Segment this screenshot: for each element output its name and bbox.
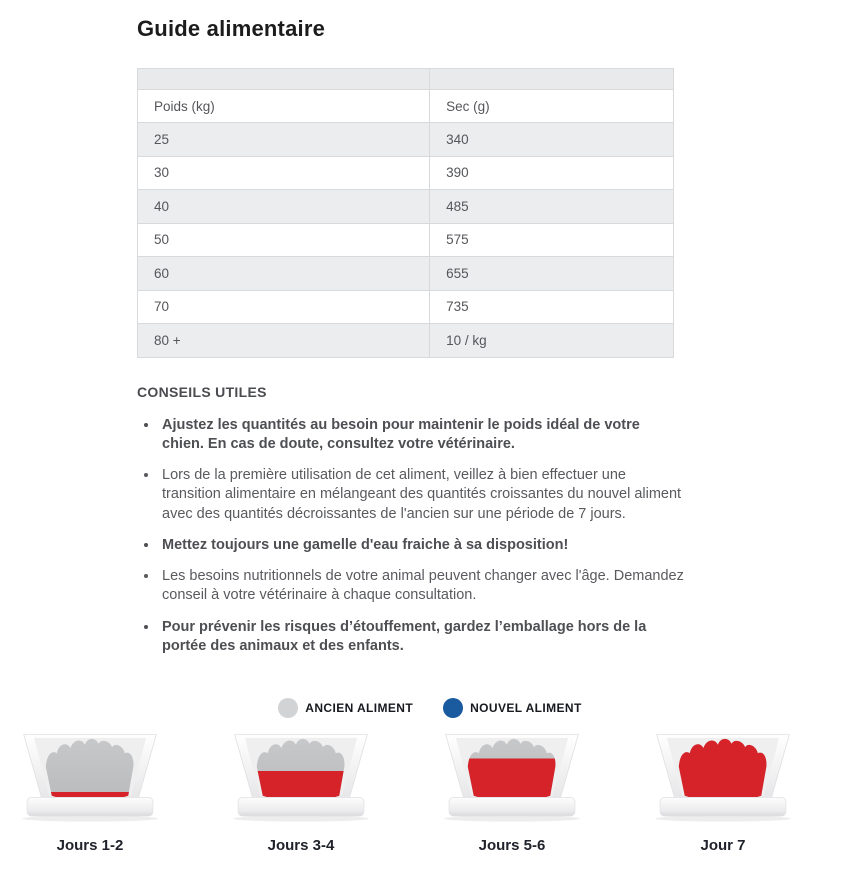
transition-stage xyxy=(5,726,175,854)
transition-stage xyxy=(216,726,386,854)
tip-item: • Pour prévenir les risques d’étouffement, gardez l’emballage hors de la portée des animaux et des enfants. xyxy=(159,618,685,657)
legend-label: NOUVEL ALIMENT xyxy=(470,701,582,716)
page-title: Guide alimentaire xyxy=(137,16,326,41)
bowl-graphic xyxy=(638,726,808,828)
bowl-shadow xyxy=(233,816,369,822)
table-cell: 735 xyxy=(430,290,674,324)
bowl-graphic xyxy=(216,726,386,828)
table-band-cell xyxy=(138,69,430,90)
table-cell: 50 xyxy=(138,223,430,257)
transition-bowls xyxy=(0,726,860,854)
bowl-base xyxy=(238,798,364,817)
bowl-base xyxy=(660,798,786,817)
table-cell: 390 xyxy=(430,156,674,190)
tips-heading: CONSEILS UTILES xyxy=(137,383,267,400)
legend-item-ancien-aliment xyxy=(278,698,413,718)
bowl-shadow xyxy=(444,816,580,822)
table-cell: 10 / kg xyxy=(430,324,674,358)
table-cell: 40 xyxy=(138,190,430,224)
table-cell: 485 xyxy=(430,190,674,224)
table-band-row xyxy=(138,69,674,90)
table-row xyxy=(138,223,674,257)
legend-label: ANCIEN ALIMENT xyxy=(305,701,414,716)
legend-item-nouvel-aliment xyxy=(443,698,582,718)
table-row xyxy=(138,190,674,224)
bowl-graphic xyxy=(5,726,175,828)
transition-legend xyxy=(0,698,860,718)
bowl-shadow xyxy=(22,816,158,822)
stage-label: Jour 7 xyxy=(700,837,746,855)
bowl-graphic xyxy=(427,726,597,828)
tip-item: • Les besoins nutritionnels de votre animal peuvent changer avec l'âge. Demandez conseil à votre vétérinaire à chaque consultation. xyxy=(159,567,685,606)
nouvel-aliment-dot-icon xyxy=(443,698,463,718)
table-row xyxy=(138,257,674,291)
bowl-base xyxy=(449,798,575,817)
ancien-aliment-dot-icon xyxy=(278,698,298,718)
transition-stage xyxy=(638,726,808,854)
table-band-cell xyxy=(430,69,674,90)
tips-list xyxy=(137,416,685,657)
stage-label: Jours 3-4 xyxy=(267,837,335,855)
tip-item: • Lors de la première utilisation de cet aliment, veillez à bien effectuer une transition alimentaire en mélangeant des quantités croissantes du nouvel aliment avec des quantités décroissantes de l'ancien sur une période de 7 jours. xyxy=(159,466,685,524)
table-body xyxy=(138,123,674,358)
table-cell: 80 + xyxy=(138,324,430,358)
table-header-row xyxy=(138,90,674,123)
table-row xyxy=(138,290,674,324)
bowl-shadow xyxy=(655,816,791,822)
table-cell: 70 xyxy=(138,290,430,324)
transition-stage xyxy=(427,726,597,854)
column-header-sec: Sec (g) xyxy=(430,90,674,123)
bowl-base xyxy=(27,798,153,817)
table-cell: 60 xyxy=(138,257,430,291)
column-header-poids: Poids (kg) xyxy=(138,90,430,123)
table-row xyxy=(138,156,674,190)
feeding-table xyxy=(137,68,674,358)
tip-item: • Mettez toujours une gamelle d'eau fraiche à sa disposition! xyxy=(159,536,685,555)
new-food-fill xyxy=(679,739,767,803)
table-cell: 340 xyxy=(430,123,674,157)
table-row xyxy=(138,123,674,157)
stage-label: Jours 5-6 xyxy=(478,837,546,855)
table-cell: 25 xyxy=(138,123,430,157)
stage-label: Jours 1-2 xyxy=(56,837,124,855)
tip-item: • Ajustez les quantités au besoin pour maintenir le poids idéal de votre chien. En cas de doute, consultez votre vétérinaire. xyxy=(159,416,685,455)
table-row xyxy=(138,324,674,358)
table-cell: 655 xyxy=(430,257,674,291)
table-cell: 575 xyxy=(430,223,674,257)
table-cell: 30 xyxy=(138,156,430,190)
